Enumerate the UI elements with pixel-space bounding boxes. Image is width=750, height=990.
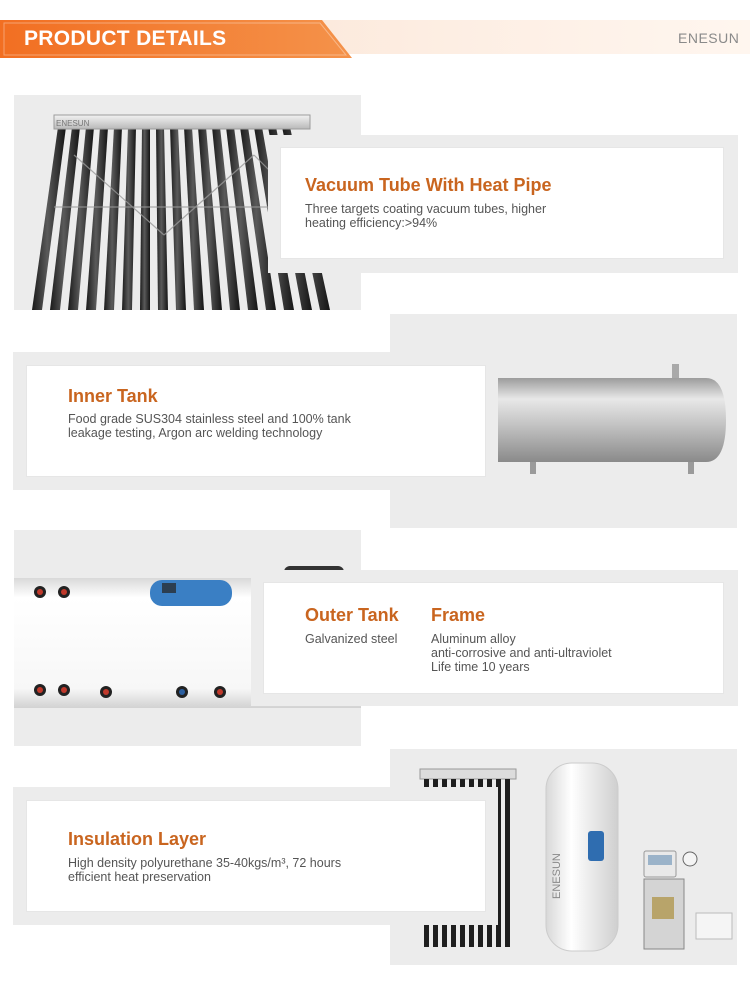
outer-tank-title: Outer Tank — [305, 605, 399, 625]
insulation-description-line: efficient heat preservation — [68, 870, 211, 884]
frame-title: Frame — [431, 605, 486, 625]
inner-tank-description-line: Food grade SUS304 stainless steel and 100% tank — [68, 412, 351, 426]
outer-tank-description-line: Galvanized steel — [305, 632, 398, 646]
outer-tank-frame-card — [264, 583, 723, 693]
tank-brand-label: ENESUN — [551, 853, 563, 899]
vacuum-tube-title: Vacuum Tube With Heat Pipe — [305, 175, 552, 195]
insulation-title: Insulation Layer — [68, 829, 207, 849]
inner-tank-title: Inner Tank — [68, 386, 158, 406]
vacuum-tube-description — [305, 202, 546, 230]
frame-description-line: Life time 10 years — [431, 660, 530, 674]
inner-tank-description-line: leakage testing, Argon arc welding technology — [68, 426, 323, 440]
vacuum-tube-card — [281, 148, 723, 258]
vacuum-tube-description-line: Three targets coating vacuum tubes, higher — [305, 202, 547, 216]
brand-logo-text: ENESUN — [678, 30, 740, 46]
page-title: PRODUCT DETAILS — [24, 27, 227, 50]
frame-description-line: Aluminum alloy — [431, 632, 516, 646]
collector-brand-label: ENESUN — [56, 119, 90, 128]
outer-tank-description — [305, 632, 397, 646]
frame-description — [431, 632, 612, 674]
brand-logo — [676, 26, 746, 50]
inner-tank-description — [68, 412, 351, 440]
inner-tank-card — [27, 366, 485, 476]
frame-description-line: anti-corrosive and anti-ultraviolet — [431, 646, 612, 660]
insulation-description-line: High density polyurethane 35-40kgs/m³, 72 hours — [68, 856, 342, 870]
vacuum-tube-description-line: heating efficiency:>94% — [305, 216, 438, 230]
insulation-description — [68, 856, 341, 884]
insulation-card — [27, 801, 485, 911]
